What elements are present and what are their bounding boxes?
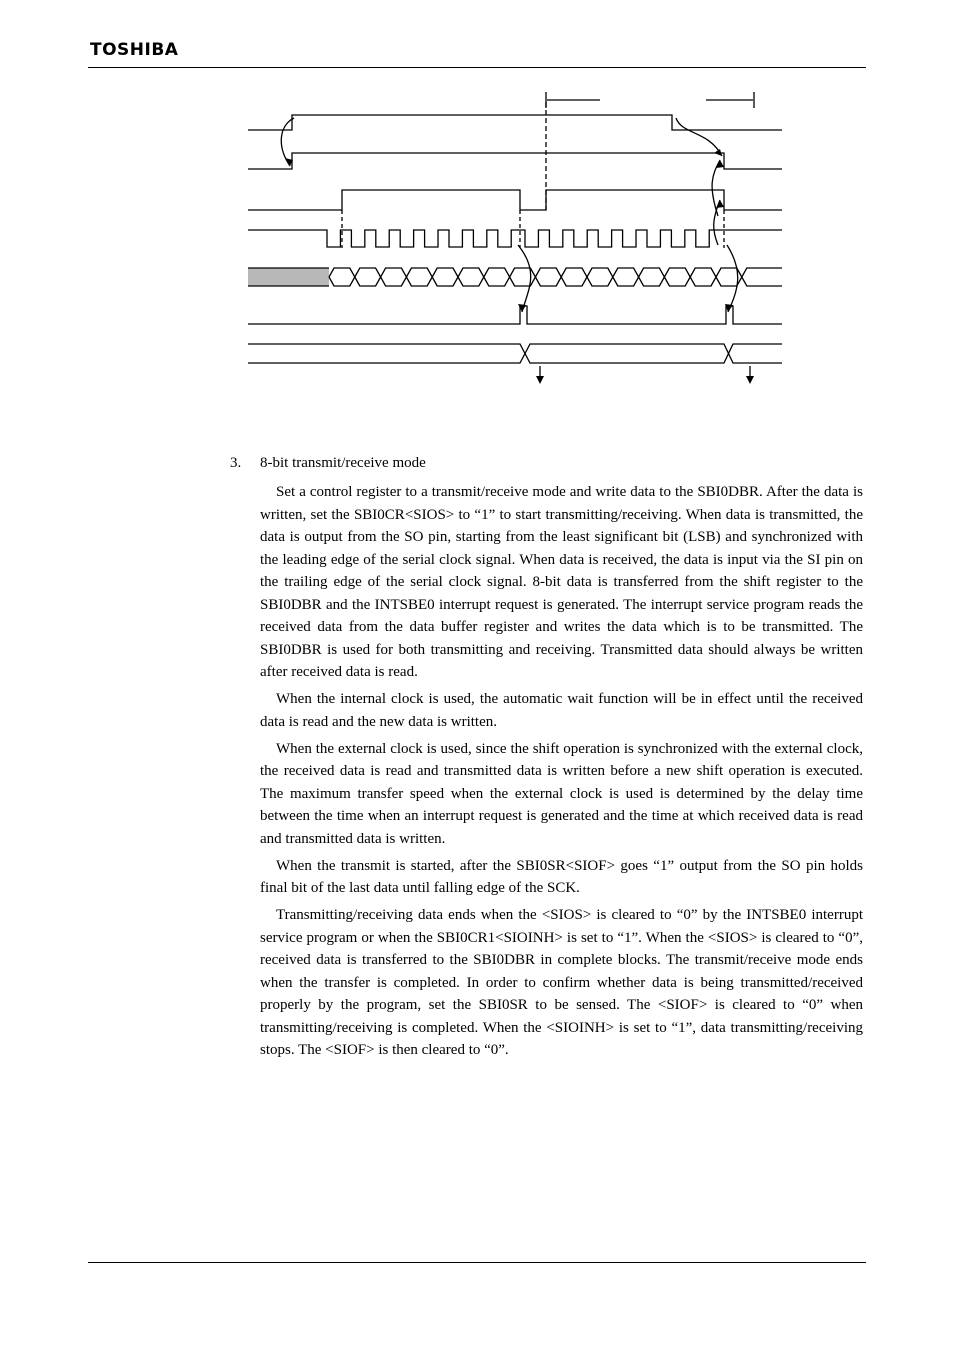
data-bit-cell [510,268,536,277]
data-bit-cell [639,268,665,277]
waveform-data [248,268,782,286]
causal-arrows [281,118,737,312]
data-bit-cell [690,268,716,277]
waveform-sck [248,230,782,247]
data-bit-cell [432,277,458,286]
data-bit-cell [613,277,639,286]
data-bit-cell [587,277,613,286]
section-number: 3. [230,455,242,471]
read-arrows [540,366,750,382]
data-bit-cell [381,268,407,277]
section-title: 8-bit transmit/receive mode [260,455,426,471]
data-bit-cell [484,268,510,277]
body-text [260,481,863,1066]
data-bit-cell [355,277,381,286]
data-bit-cell [406,277,432,286]
data-bit-cell [664,268,690,277]
toshiba-logo: TOSHIBA [90,40,179,60]
data-bit-cell [664,277,690,286]
footer-rule [88,1262,866,1263]
paragraph: Transmitting/receiving data ends when the <SIOS> is cleared to “0” by the INTSBE0 interrupt service program or when the SBI0CR1<SIOINH> is set to “1”. When the <SIOS> is cleared to “0”, received data is transferred to the SBI0DBR in complete blocks. The transmit/receive mode ends when the transfer is completed. In order to confirm whether data is being transmitted/received properly by the program, set the SBI0SR to be sensed. The <SIOF> is cleared to “0” when transmitting/receiving is completed. When the <SIOINH> is set to “1”, data transmitting/receiving stops. The <SIOF> is then cleared to “0”. [260,907,863,1058]
data-bit-cell [535,268,561,277]
data-bit-cell [458,277,484,286]
waveform-intsbe0 [248,306,782,324]
data-bit-cell [561,268,587,277]
data-bit-cell [690,277,716,286]
data-bit-cell [329,268,355,277]
paragraph: When the transmit is started, after the SBI0SR<SIOF> goes “1” output from the SO pin holds final bit of the last data until falling edge of the SCK. [260,857,863,896]
dashed-guides [342,210,724,248]
data-bit-cell [406,268,432,277]
section-heading [230,454,426,473]
data-bit-cell [329,277,355,286]
paragraph: When the internal clock is used, the automatic wait function will be in effect until the received data is read and the new data is written. [260,691,863,730]
data-bit-cell [587,268,613,277]
data-bit-cell [639,277,665,286]
timing-diagram [0,0,954,440]
data-bit-cell [510,277,536,286]
data-bit-cell [561,277,587,286]
paragraph: Set a control register to a transmit/receive mode and write data to the SBI0DBR. After the data is written, set the SBI0CR<SIOS> to “1” to start transmitting/receiving. When data is transmitted, the data is output from the SO pin, starting from the least significant bit (LSB) and synchronized with the leading edge of the serial clock signal. When data is received, the data is input via the SI pin on the trailing edge of the serial clock signal. 8-bit data is transferred from the shift register to the SBI0DBR and the INTSBE0 interrupt request is generated. The interrupt service program reads the received data from the data buffer register and writes the data which is to be transmitted. The SBI0DBR is used for both transmitting and receiving. Transmitted data should always be written after received data is read. [260,484,863,680]
data-bit-cell [355,268,381,277]
waveform-siof [248,153,782,169]
interval-arrow [546,92,754,108]
data-bit-cell [381,277,407,286]
data-bit-cell [432,268,458,277]
waveform-data-shaded [248,268,329,286]
waveform-sbi0dbr [248,344,782,363]
waveform-sios [248,115,782,130]
data-bit-cell [458,268,484,277]
waveform-sef [248,190,782,210]
paragraph: When the external clock is used, since the shift operation is synchronized with the external clock, the received data is read and transmitted data is written before a new shift operation is executed. The maximum transfer speed when the external clock is used is determined by the delay time between the time when an interrupt request is generated and the time at which received data is read and transmitted data is written. [260,740,863,847]
data-bit-cell [484,277,510,286]
data-bit-cell [535,277,561,286]
data-bit-cell [613,268,639,277]
